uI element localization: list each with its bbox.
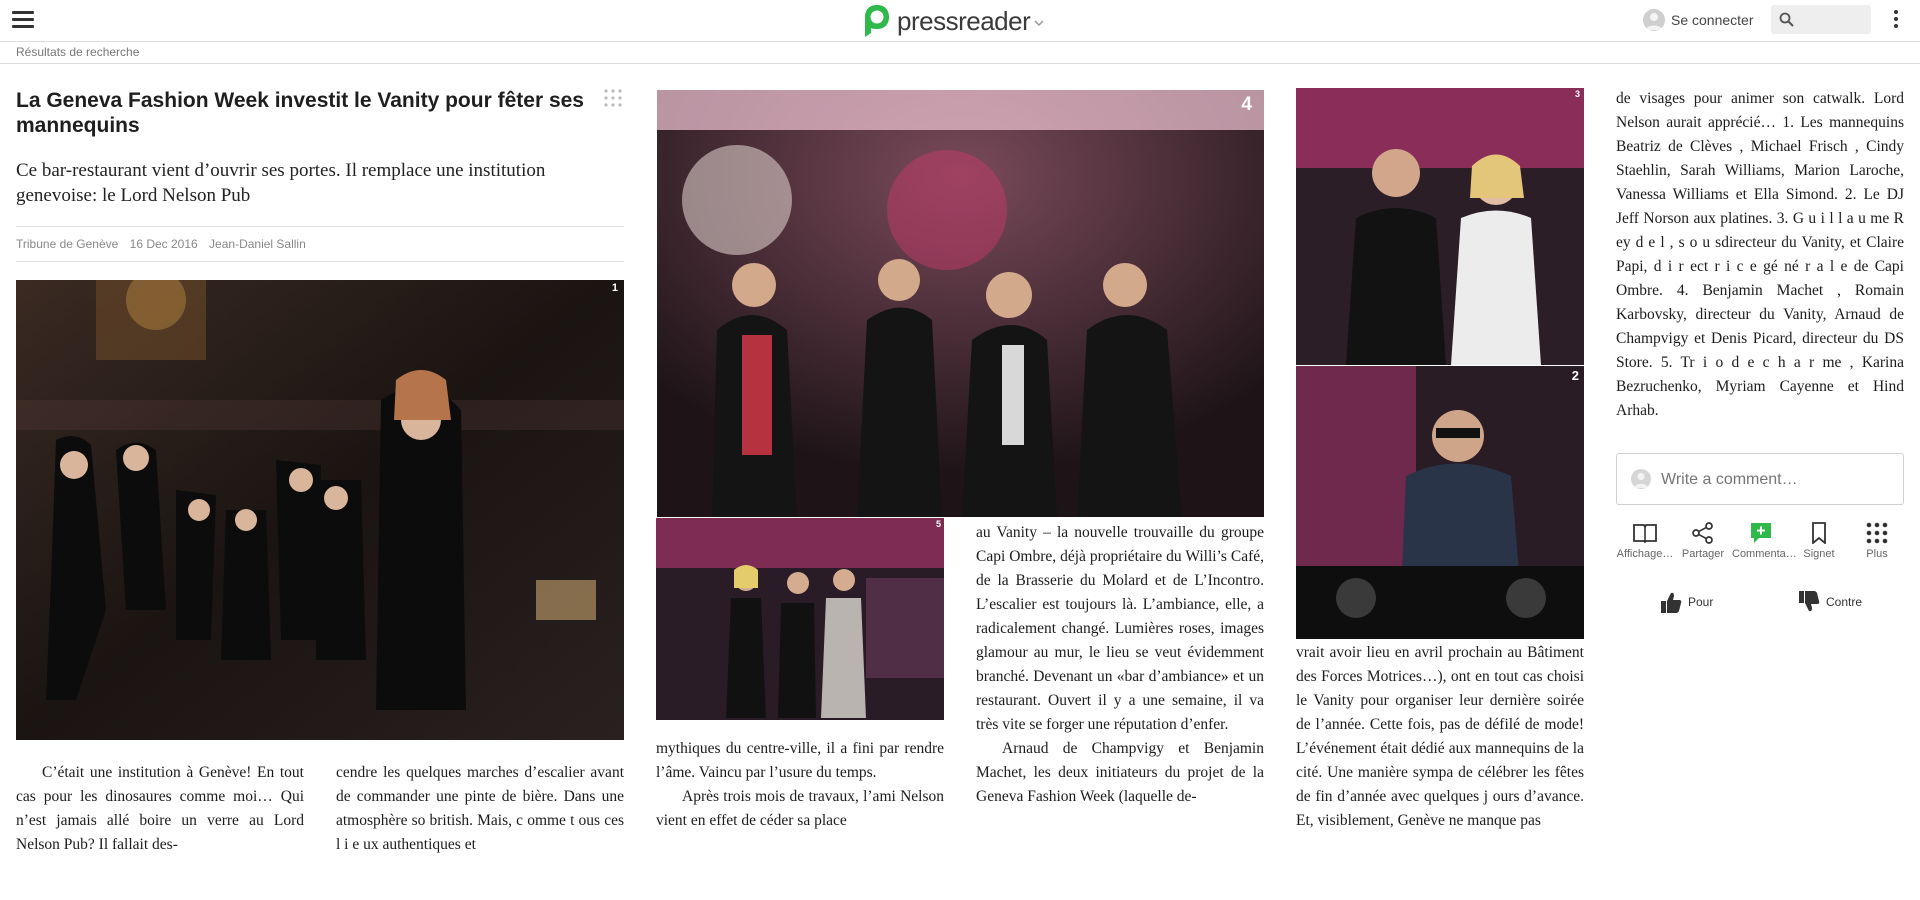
pressreader-logo-icon	[862, 3, 892, 39]
paragraph: C’était une institution à Genève! En tout cas pour les dinosaures comme moi… Qui n’est jamais allé boire un verre au Lord Nelson Pub? Il fallait des-	[16, 764, 304, 853]
photo-trio[interactable]	[656, 518, 944, 720]
comment-button[interactable]	[1732, 520, 1797, 560]
article-date: 16 Dec 2016	[129, 237, 198, 251]
photo-couple[interactable]	[1296, 88, 1584, 365]
article-column-1	[16, 761, 304, 857]
article-column-3	[656, 737, 944, 833]
action-label: Signet	[1803, 548, 1835, 560]
action-label: Commenta…	[1732, 548, 1797, 560]
pressreader-logo[interactable]	[862, 2, 1045, 40]
more-button[interactable]	[1848, 520, 1906, 560]
vote-up-button[interactable]	[1660, 590, 1713, 614]
chevron-down-icon[interactable]	[1033, 17, 1045, 29]
paragraph: Arnaud de Champvigy et Benjamin Machet, les deux initiateurs du projet de la Geneva Fashion Week (laquelle de-	[976, 740, 1264, 805]
action-label: Partager	[1681, 548, 1725, 560]
menu-icon[interactable]	[12, 11, 34, 29]
comment-plus-icon	[1748, 522, 1774, 544]
article-column-4	[976, 521, 1264, 809]
comment-input[interactable]	[1659, 467, 1893, 493]
paragraph: cendre les quelques marches d’escalier avant de commander une pinte de bière. Dans une atmosphère so british. Mais, c omme t ous ces l i e ux authentiques et	[336, 764, 624, 853]
article-source[interactable]: Tribune de Genève	[16, 237, 119, 251]
thumbs-down-icon	[1798, 590, 1820, 614]
search-input[interactable]	[1801, 9, 1867, 31]
article-column-2	[336, 761, 624, 857]
drag-handle-icon[interactable]	[603, 88, 623, 108]
breadcrumb-search-results[interactable]: Résultats de recherche	[16, 45, 140, 59]
bookmark-icon	[1806, 522, 1832, 544]
photo-dj[interactable]	[1296, 366, 1584, 639]
article-actions	[1616, 520, 1906, 570]
more-options-icon[interactable]	[1893, 10, 1899, 30]
book-icon	[1632, 522, 1658, 544]
paragraph: vrait avoir lieu en avril prochain au Bâtiment des Forces Motrices…), ont en tout cas choisi le Vanity pour organiser leur dernière soirée de l’année. Cette fois, pas de défilé de mode! L’événement était dédié aux mannequins de la cité. Une manière sympa de célébrer les fêtes de fin d’année avec quelques j ours d’avance. Et, visiblement, Genève ne manque pas	[1296, 644, 1584, 829]
paragraph: de visages pour animer son catwalk. Lord Nelson aurait apprécié… 1. Les mannequins Beatriz de Clèves , Michael Frisch , Cindy Staehlin, Sarah Williams, Marion Laroche, Vanessa Williams et Ella Simond. 2. Le DJ Jeff Norson aux platines. 3. G u i l l a u me R ey d e l , s o u sdirecteur du Vanity, et Claire Papi, d i r ect r i c e gé né r a l e de Capi Ombre. 4. Benjamin Machet , Romain Karbovsky, directeur du Vanity, Arnaud de Champvigy et Denis Picard, directeur du DS Store. 5. Tr i o d e c h a r me , Karina Bezruchenko, Myriam Cayenne et Hind Arhab.	[1616, 90, 1904, 419]
action-label: Affichage…	[1616, 548, 1674, 560]
photo-men-group[interactable]	[657, 90, 1264, 517]
bookmark-button[interactable]	[1790, 520, 1848, 560]
paragraph: au Vanity – la nouvelle trouvaille du groupe Capi Ombre, déjà propriétaire du Willi’s Café, de la Brasserie du Molard et de L’Incontro. L’escalier est toujours là. L’ambiance, elle, a radicalement changé. Lumières roses, images glamour au mur, le lieu se veut évidemment branché. Devenant un «bar d’ambiance» et un restaurant. Ouvert il y a une semaine, il va très vite se forger une réputation d’enfer.	[976, 524, 1264, 733]
vote-down-label: Contre	[1826, 595, 1863, 609]
article-meta	[16, 226, 624, 262]
sign-in-label: Se connecter	[1671, 12, 1754, 28]
photo-number-1: 1	[611, 282, 618, 294]
action-label: Plus	[1866, 548, 1888, 560]
user-avatar-icon	[1643, 9, 1665, 31]
search-box[interactable]	[1771, 5, 1871, 34]
article-column-6	[1616, 87, 1904, 423]
display-button[interactable]	[1616, 520, 1674, 560]
article-subtitle: Ce bar-restaurant vient d’ouvrir ses portes. Il remplace une institution genevoise: le Lord Nelson Pub	[16, 160, 546, 206]
search-icon	[1779, 12, 1794, 27]
grid-icon	[1864, 522, 1890, 544]
brand-name: pressreader	[897, 5, 1031, 36]
paragraph: mythiques du centre-ville, il a fini par rendre l’âme. Vaincu par l’usure du temps.	[656, 740, 944, 781]
paragraph: Après trois mois de travaux, l’ami Nelson vient en effet de céder sa place	[656, 788, 944, 829]
vote-down-button[interactable]	[1798, 590, 1862, 614]
sign-in-button[interactable]	[1643, 9, 1754, 31]
photo-models[interactable]	[16, 280, 624, 740]
breadcrumb-bar	[0, 42, 1920, 64]
thumbs-up-icon	[1660, 590, 1682, 614]
comment-box[interactable]	[1616, 453, 1904, 505]
share-button[interactable]	[1674, 520, 1732, 560]
article-author: Jean-Daniel Sallin	[209, 237, 306, 251]
user-avatar-icon	[1631, 469, 1651, 489]
vote-up-label: Pour	[1688, 595, 1714, 609]
photo-number-3: 3	[1574, 89, 1580, 99]
photo-number-4: 4	[1241, 94, 1252, 115]
article-column-5	[1296, 641, 1584, 833]
top-bar	[0, 0, 1920, 42]
photo-number-2: 2	[1571, 368, 1579, 383]
article-title: La Geneva Fashion Week investit le Vanity pour fêter ses mannequins	[16, 89, 584, 137]
photo-number-5: 5	[935, 519, 941, 529]
share-icon	[1690, 522, 1716, 544]
